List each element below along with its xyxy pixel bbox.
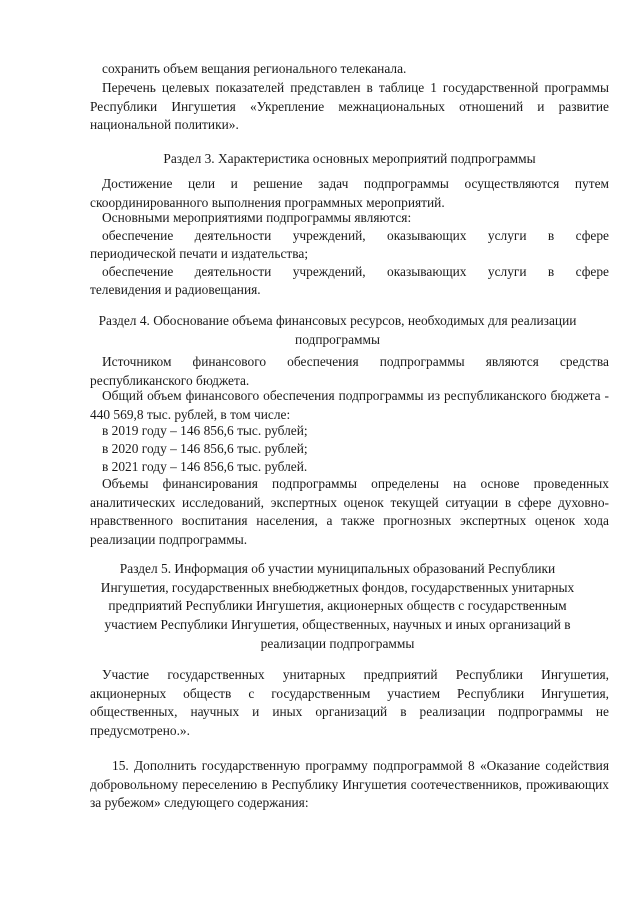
section-5-heading-line-5: реализации подпрограммы (260, 635, 415, 651)
paragraph-intro-1: сохранить объем вещания регионального телеканала. (102, 61, 407, 76)
section-5-heading-line-1: Раздел 5. Информация об участии муниципальных образований Республики (119, 561, 556, 576)
section-3-paragraph-2: Основными мероприятиями подпрограммы являются: (102, 210, 412, 225)
section-3-paragraph-1: Достижение цели и решение задач подпрограммы осуществляются путем скоординированного выполнения программных мероприятий. (90, 176, 609, 210)
section-4-heading: Раздел 4. Обоснование объема финансовых ресурсов, необходимых для реализации подпрограммы (98, 313, 577, 347)
section-3-paragraph-3-line-1: обеспечение деятельности учреждений, оказывающих услуги в сфере (102, 228, 609, 243)
section-4-paragraph-1: Источником финансового обеспечения подпрограммы являются средства республиканского бюджета. (90, 354, 609, 388)
item-15-paragraph: 15. Дополнить государственную программу подпрограммой 8 «Оказание содействия добровольному переселению в Республику Ингушетия соотечественников, проживающих за рубежом» следующего содержания: (90, 758, 609, 811)
section-4-paragraph-3: Объемы финансирования подпрограммы определены на основе проведенных аналитических исследований, экспертных оценок текущей ситуации в сфере духовно-нравственного воспитания населения, а также прогнозных экспертных оценок хода реализации подпрограммы. (90, 476, 609, 548)
section-4-paragraph-2: Общий объем финансового обеспечения подпрограммы из республиканского бюджета - 440 569,8 тыс. рублей, в том числе: (90, 388, 609, 422)
section-4-year-2021: в 2021 году – 146 856,6 тыс. рублей. (102, 459, 308, 474)
section-3-paragraph-4-line-2: телевидения и радиовещания. (90, 282, 261, 297)
section-4-year-2020: в 2020 году – 146 856,6 тыс. рублей; (102, 441, 308, 456)
section-5-heading-line-4: участием Республики Ингушетия, общественных, научных и иных организаций в (104, 617, 571, 633)
section-3-paragraph-4-line-1: обеспечение деятельности учреждений, оказывающих услуги в сфере (102, 264, 609, 279)
section-5-heading-line-3: предприятий Республики Ингушетия, акционерных обществ с государственным (108, 598, 567, 614)
section-4-year-2019: в 2019 году – 146 856,6 тыс. рублей; (102, 423, 308, 438)
section-5-heading-line-2: Ингушетия, государственных внебюджетных фондов, государственных унитарных (100, 579, 575, 595)
section-5-heading (60, 560, 615, 654)
section-3-paragraph-3-line-2: периодической печати и издательства; (90, 246, 309, 261)
section-5-paragraph-1: Участие государственных унитарных предприятий Республики Ингушетия, акционерных обществ с государственным участием Республики Ингушетия, общественных, научных и иных организаций в реализации подпрограммы не предусмотрено.». (90, 667, 609, 739)
paragraph-intro-2: Перечень целевых показателей представлен в таблице 1 государственной программы Республики Ингушетия «Укрепление межнациональных отношений и развитие национальной политики». (90, 80, 609, 133)
section-3-heading: Раздел 3. Характеристика основных мероприятий подпрограммы (163, 151, 536, 166)
